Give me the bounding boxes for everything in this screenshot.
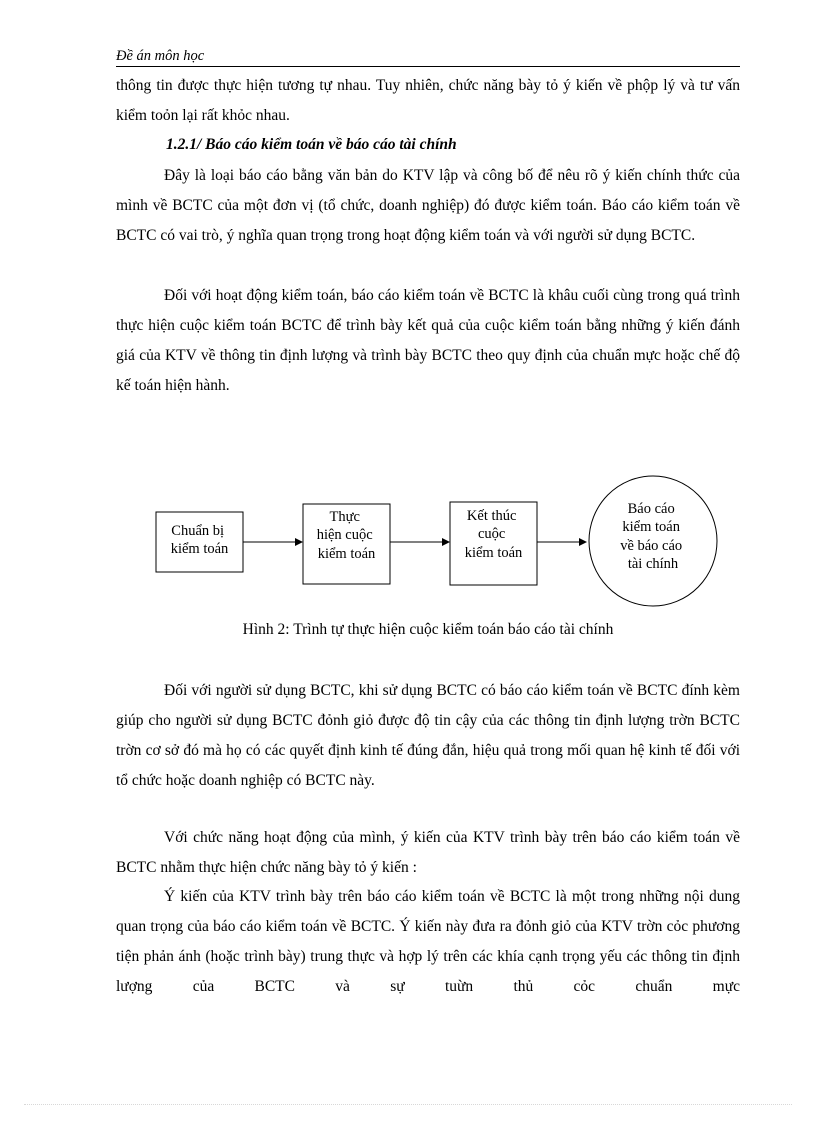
report-circle-label: Báo cáo kiểm toán về báo cáo tài chính xyxy=(620,501,683,572)
step-finish-label: Kết thúc cuộc kiểm toán xyxy=(464,508,523,561)
paragraph-5: Ý kiến của KTV trình bày trên báo cáo kiểm toán về BCTC là một trong những nội dung quan trọng của báo cáo kiểm toán về BCTC. Ý kiến này đưa ra đỏnh giỏ của KTV trờn cỏc phương tiện phản ánh (hoặc trình bày) trung thực và hợp lý trên các khía cạnh trọng yếu các thông tin định lượng của BCTC và sự tuừn thủ cỏc chuẩn mực xyxy=(116,888,740,995)
step-prepare-label: Chuẩn bị kiểm toán xyxy=(170,523,229,557)
process-diagram xyxy=(150,475,730,610)
paragraph-4: Với chức năng hoạt động của mình, ý kiến của KTV trình bày trên báo cáo kiểm toán về BCTC nhằm thực hiện chức năng bày tỏ ý kiến : xyxy=(116,829,740,876)
step-execute-label: Thực hiện cuộc kiểm toán xyxy=(316,509,376,562)
page-header: Đề án môn học xyxy=(116,48,205,64)
paragraph-3: Đối với người sử dụng BCTC, khi sử dụng BCTC có báo cáo kiểm toán về BCTC đính kèm giúp cho người sử dụng BCTC đỏnh giỏ được độ tin cậy của các thông tin định lượng trờn BCTC trờn cơ sở đó mà họ có các quyết định kinh tế đúng đắn, hiệu quả trong mối quan hệ kinh tế đối với tổ chức hoặc doanh nghiệp có BCTC này. xyxy=(116,682,740,789)
figure-caption: Hình 2: Trình tự thực hiện cuộc kiểm toán báo cáo tài chính xyxy=(242,621,614,638)
header-rule xyxy=(116,66,740,67)
paragraph-intro: thông tin được thực hiện tương tự nhau. Tuy nhiên, chức năng bày tỏ ý kiến về phộp lý và tư vấn kiểm toỏn lại rất khỏc nhau. xyxy=(116,77,740,124)
paragraph-1: Đây là loại báo cáo bằng văn bản do KTV lập và công bố để nêu rõ ý kiến chính thức của mình về BCTC của một đơn vị (tổ chức, doanh nghiệp) đó được kiểm toán. Báo cáo kiểm toán về BCTC có vai trò, ý nghĩa quan trọng trong hoạt động kiểm toán và với người sử dụng BCTC. xyxy=(116,167,740,244)
paragraph-2: Đối với hoạt động kiểm toán, báo cáo kiểm toán về BCTC là khâu cuối cùng trong quá trình thực hiện cuộc kiểm toán BCTC để trình bày kết quả của cuộc kiểm toán bằng những ý kiến đánh giá của KTV về thông tin định lượng và trình bày BCTC theo quy định của chuẩn mực hoặc chế độ kế toán hiện hành. xyxy=(116,287,740,394)
footer-dotted-line xyxy=(24,1104,792,1105)
section-heading: 1.2.1/ Báo cáo kiểm toán về báo cáo tài chính xyxy=(166,136,457,153)
